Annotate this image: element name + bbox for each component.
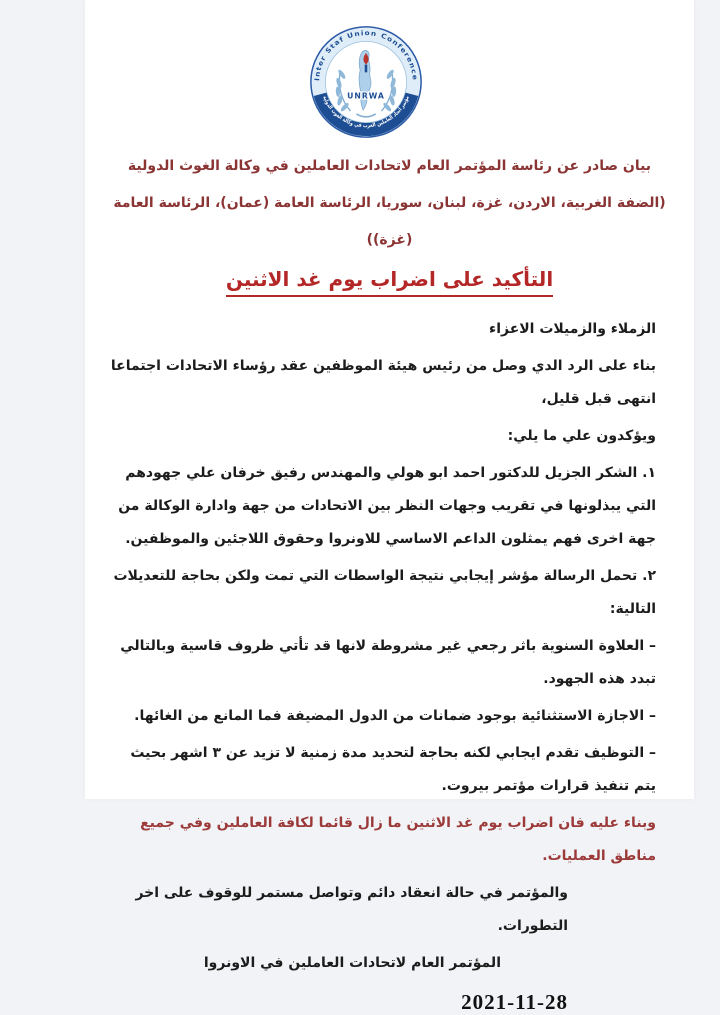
signature-line: المؤتمر العام لاتحادات العاملين في الاونروا <box>203 955 501 971</box>
unrwa-logo-svg <box>308 24 424 140</box>
numbered-item-1: ١. الشكر الجزيل للدكتور احمد ابو هولي والمهندس رفيق خرفان علي جهودهم التي يبذلونها في تقريب وجهات النظر بين الاتحادات من جهة وادارة الوكالة من جهة اخرى فهم يمثلون الداعم الاساسي للاونروا وحقوق اللاجئين والموظفين. <box>118 465 656 547</box>
document-body <box>85 299 694 1015</box>
bullet-exceptional-leave: – الاجازة الاستثنائية بوجود ضمانات من الدول المضيفة فما المانع من الغائها. <box>134 708 656 724</box>
salutation: الزملاء والزميلات الاعزاء <box>489 321 656 337</box>
bullet-employment: – التوظيف تقدم ايجابي لكنه بحاجة لتحديد مدة زمنية لا تزيد عن ٣ اشهر بحيث يتم تنفيذ قرارات مؤتمر بيروت. <box>130 745 656 794</box>
header-line-1: بيان صادر عن رئاسة المؤتمر العام لاتحادات العاملين في وكالة الغوث الدولية <box>127 158 652 174</box>
logo-bottom-arc-text: مؤتمر اتحاد العاملين العرب في وكالة الغوث الدولية <box>320 94 411 130</box>
document-date: 2021-11-28 <box>461 990 568 1014</box>
title-row <box>85 267 694 297</box>
bullet-annual-allowance: – العلاوة السنوية باثر رجعي غير مشروطة لانها قد تأتي ظروف قاسية وبالتالي تبدد هذه الجهود. <box>120 638 656 687</box>
document-page <box>85 0 694 1014</box>
logo-top-arc-text: Inter Staf Union Conference <box>312 29 419 82</box>
closing-line: والمؤتمر في حالة انعقاد دائم وتواصل مستمر للوقوف على اخر التطورات. <box>135 885 568 934</box>
page-title: التأكيد على اضراب يوم غد الاثنين <box>226 267 553 297</box>
header-line-2: (الضفة الغربية، الاردن، غزة، لبنان، سوريا، الرئاسة العامة (عمان)، الرئاسة العامة (غزة)) <box>113 195 666 248</box>
intro-paragraph: بناء على الرد الدي وصل من رئيس هيئة الموظفين عقد رؤساء الاتحادات اجتماعا انتهى قبل قليل، <box>110 358 656 407</box>
affirmation-lead: ويؤكدون علي ما يلي: <box>507 428 656 444</box>
logo-unrwa-text: UNRWA <box>346 91 385 101</box>
unrwa-logo <box>308 24 424 140</box>
strike-confirmation: وبناء عليه فان اضراب يوم غد الاثنين ما زال قائما لكافة العاملين وفي جميع مناطق العمليات. <box>140 815 656 864</box>
numbered-item-2: ٢. تحمل الرسالة مؤشر إيجابي نتيجة الواسطات التي تمت ولكن بحاجة للتعديلات التالية: <box>113 568 656 617</box>
